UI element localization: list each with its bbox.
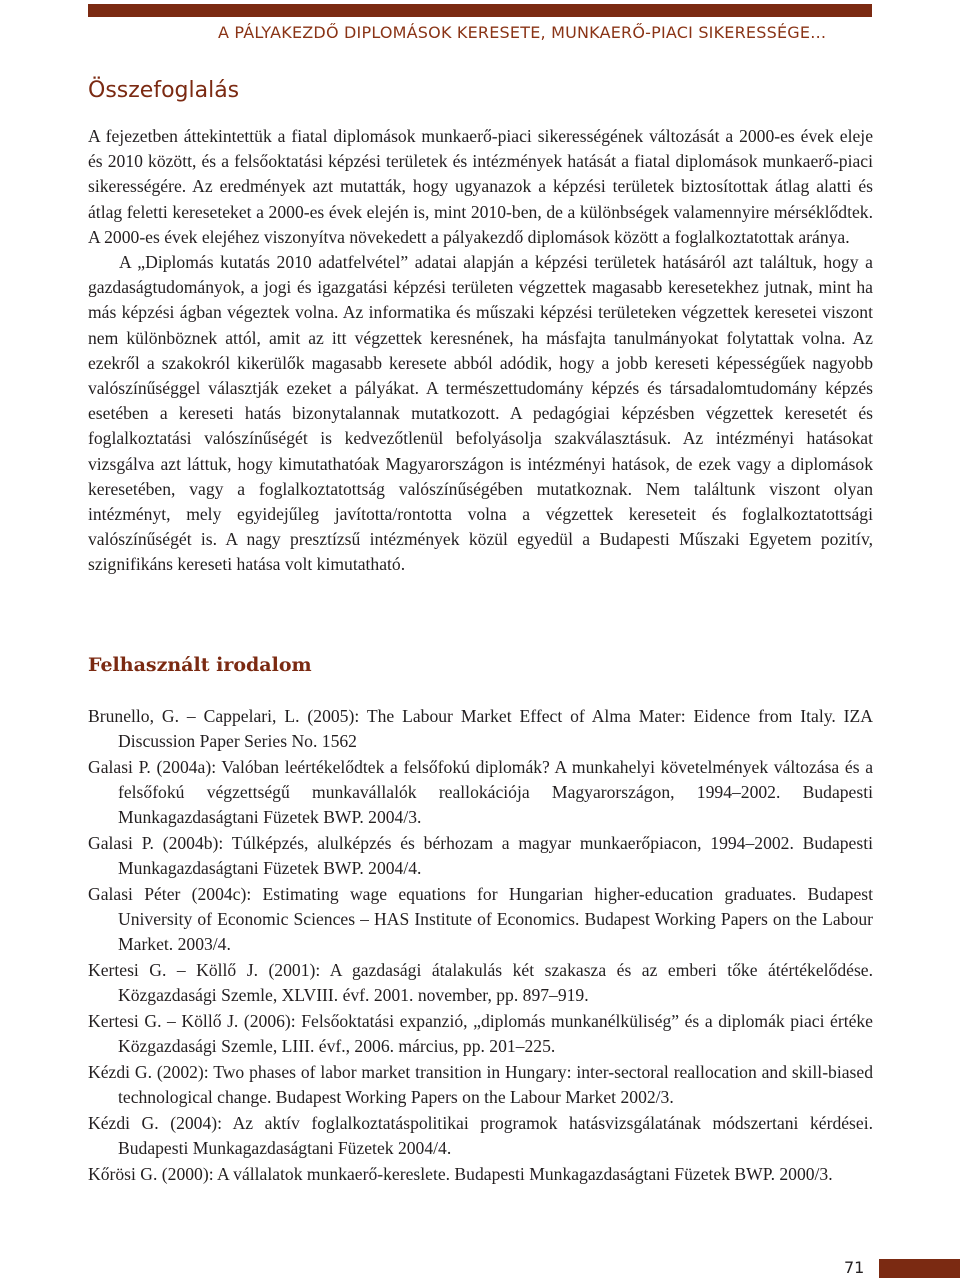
reference-item: Brunello, G. – Cappelari, L. (2005): The Labour Market Effect of Alma Mater: Eidence from Italy. IZA Discussion Paper Series No. 1562 <box>88 706 873 751</box>
summary-paragraph: A fejezetben áttekintettük a fiatal diplomások munkaerő-piaci sikerességének változását a 2000-es évek eleje és 2010 között, és a felsőoktatási képzési területek és intézmények hatását a fiatal diplomások munkaerő-piaci sikerességére. Az eredmények azt mutatták, hogy ugyanazok a képzési területek biztosítottak átlag alatti és átlag feletti kereseteket a 2000-es évek elején is, mint 2010-ben, de a különbségek valamennyire mérséklődtek. A 2000-es évek elejéhez viszonyítva növekedett a pályakezdő diplomások között a foglalkoztatottak aránya. <box>88 126 873 247</box>
reference-item: Kézdi G. (2002): Two phases of labor market transition in Hungary: inter-sectoral reallocation and skill-biased technological change. Budapest Working Papers on the Labour Market 2002/3. <box>88 1062 873 1107</box>
summary-heading: Összefoglalás <box>88 78 240 103</box>
reference-item: Kertesi G. – Köllő J. (2001): A gazdasági átalakulás két szakasza és az emberi tőke átértékelődése. Közgazdasági Szemle, XLVIII. évf. 2001. november, pp. 897–919. <box>88 960 873 1005</box>
reference-item: Kertesi G. – Köllő J. (2006): Felsőoktatási expanzió, „diplomás munkanélküliség” és a diplomák piaci értéke Közgazdasági Szemle, LIII. évf., 2006. március, pp. 201–225. <box>88 1011 873 1056</box>
reference-item: Kőrösi G. (2000): A vállalatok munkaerő-kereslete. Budapesti Munkagazdaságtani Füzetek BWP. 2000/3. <box>88 1164 833 1184</box>
header-accent-bar <box>88 4 872 17</box>
footer-accent-bar <box>879 1259 960 1278</box>
reference-item: Galasi P. (2004b): Túlképzés, alulképzés és bérhozam a magyar munkaerőpiacon, 1994–2002. Budapesti Munkagazdaságtani Füzetek BWP. 2004/4. <box>88 833 873 878</box>
summary-paragraph: A „Diplomás kutatás 2010 adatfelvétel” adatai alapján a képzési területek hatásáról azt találtuk, hogy a gazdaságtudományok, a jogi és igazgatási képzési területen végzettek magasabb keresetekhez jutnak, mint ha más képzési ágban végeztek volna. Az informatika és műszaki képzési területeken végzettek keresetei viszont nem különböznek attól, amit az itt végzettek keresnének, ha másfajta tanulmányokat folytattak volna. Az ezekről a szakokról kikerülők magasabb keresete abból adódik, hogy a jobb kereseti képességűek nagyobb valószínűséggel választják ezeket a pályákat. A természettudomány képzés és társadalomtudomány képzés esetében a kereseti hatás bizonytalannak mutatkozott. A pedagógiai képzésben végzettek keresetét és foglalkoztatási valószínűségét is kedvezőtlenül befolyásolja szakválasztásuk. Az intézményi hatásokat vizsgálva azt láttuk, hogy kimutathatóak Magyarországon is intézményi hatások, de ezek vagy a diplomások keresetében, vagy a foglalkoztatottság valószínűségében mutatkoznak. Nem találtunk viszont olyan intézményt, mely egyidejűleg javította/rontotta volna a végzettek kereseteit és foglalkoztatottsági valószínűségét is. A nagy presztízsű intézmények közül egyedül a Budapesti Műszaki Egyetem pozitív, szignifikáns kereseti hatása volt kimutatható. <box>88 252 873 575</box>
references-heading: Felhasznált irodalom <box>88 654 312 676</box>
reference-list <box>88 704 873 1188</box>
reference-item: Galasi Péter (2004c): Estimating wage equations for Hungarian higher-education graduates. Budapest University of Economic Sciences – HAS Institute of Economics. Budapest Working Papers on the Labour Market. 2003/4. <box>88 884 873 954</box>
reference-item: Galasi P. (2004a): Valóban leértékelődtek a felsőfokú diplomák? A munkahelyi követelmények változása és a felsőfokú végzettségű munkavállalók reallokációja Magyarországon, 1994–2002. Budapesti Munkagazdaságtani Füzetek BWP. 2004/3. <box>88 757 873 827</box>
summary-body <box>88 124 873 578</box>
running-header: A PÁLYAKEZDŐ DIPLOMÁSOK KERESETE, MUNKAERŐ-PIACI SIKERESSÉGE… <box>218 23 827 42</box>
reference-item: Kézdi G. (2004): Az aktív foglalkoztatáspolitikai programok hatásvizsgálatának módszertani kérdései. Budapesti Munkagazdaságtani Füzetek 2004/4. <box>88 1113 873 1158</box>
page-number: 71 <box>844 1258 865 1277</box>
